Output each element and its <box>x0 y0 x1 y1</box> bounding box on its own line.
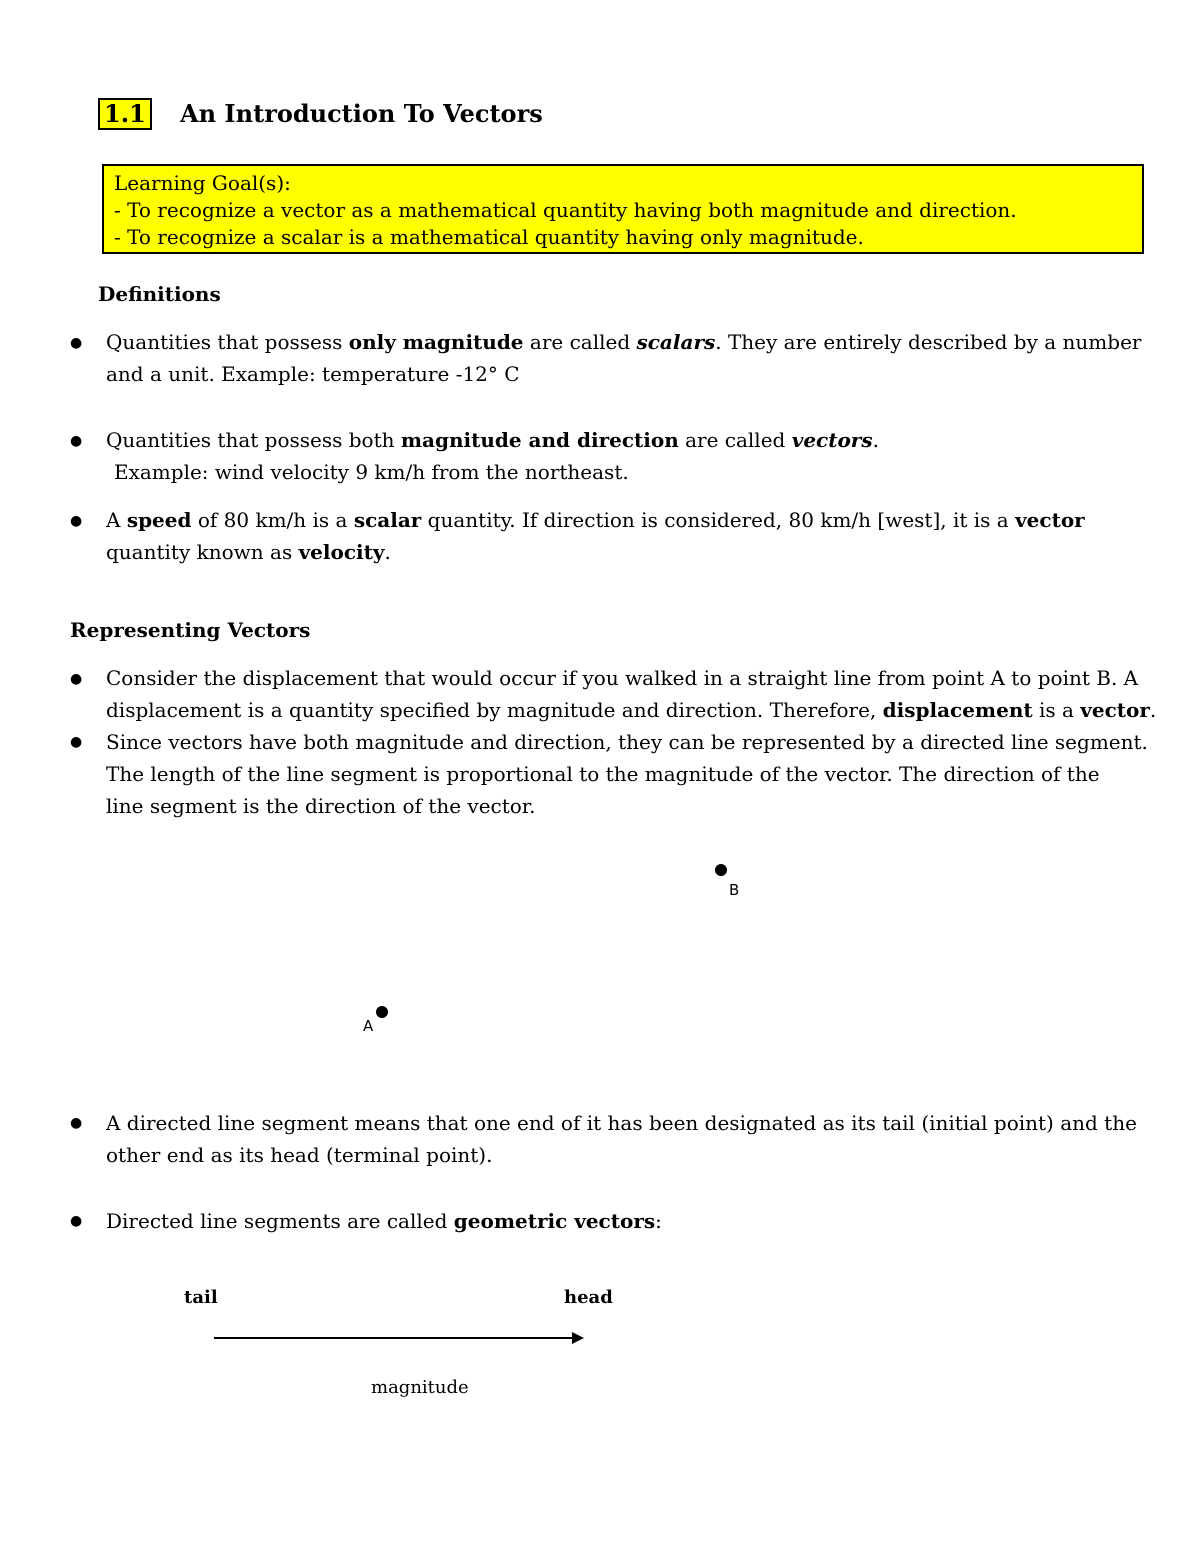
definition-scalars: Quantities that possess only magnitude are called scalars. They are entirely described by a number and a unit. Example: temperature -12° C <box>106 330 1142 386</box>
point-a-dot <box>376 1006 388 1018</box>
displacement-paragraph: Consider the displacement that would occur if you walked in a straight line from point A to point B. A displacement is a quantity specified by magnitude and direction. Therefore, displacement is a vector. <box>106 666 1157 722</box>
point-b-dot <box>715 864 727 876</box>
learning-goal-item: - To recognize a scalar is a mathematical quantity having only magnitude. <box>114 225 864 249</box>
bullet-icon: ● <box>70 671 83 687</box>
vector-arrowhead <box>572 1332 584 1344</box>
learning-goal-item: - To recognize a vector as a mathematical quantity having both magnitude and direction. <box>114 198 1017 222</box>
section-number: 1.1 <box>98 98 152 130</box>
directed-segment-paragraph: Since vectors have both magnitude and direction, they can be represented by a directed line segment. The length of the line segment is proportional to the magnitude of the vector. The direction of the line segment is the direction of the vector. <box>106 730 1148 818</box>
definition-vectors: Quantities that possess both magnitude and direction are called vectors. Example: wind velocity 9 km/h from the northeast. <box>106 428 879 484</box>
definitions-heading: Definitions <box>98 282 221 306</box>
bullet-icon: ● <box>70 335 83 351</box>
bullet-icon: ● <box>70 1115 83 1131</box>
tail-head-paragraph: A directed line segment means that one end of it has been designated as its tail (initial point) and the other end as its head (terminal point). <box>106 1111 1137 1167</box>
bullet-icon: ● <box>70 513 83 529</box>
bullet-icon: ● <box>70 1213 83 1229</box>
learning-goals-label: Learning Goal(s): <box>114 171 291 195</box>
definition-speed-velocity: A speed of 80 km/h is a scalar quantity. If direction is considered, 80 km/h [west], it is a vector quantity known as velocity. <box>106 508 1085 564</box>
representing-vectors-heading: Representing Vectors <box>70 618 311 642</box>
geometric-vectors-paragraph: Directed line segments are called geometric vectors: <box>106 1209 662 1233</box>
head-label: head <box>564 1287 613 1308</box>
tail-label: tail <box>184 1287 218 1308</box>
point-b-label: B <box>729 881 740 899</box>
bullet-icon: ● <box>70 734 83 750</box>
page-title: An Introduction To Vectors <box>180 99 543 128</box>
magnitude-label: magnitude <box>371 1377 469 1398</box>
bullet-icon: ● <box>70 433 83 449</box>
point-a-label: A <box>363 1017 374 1035</box>
